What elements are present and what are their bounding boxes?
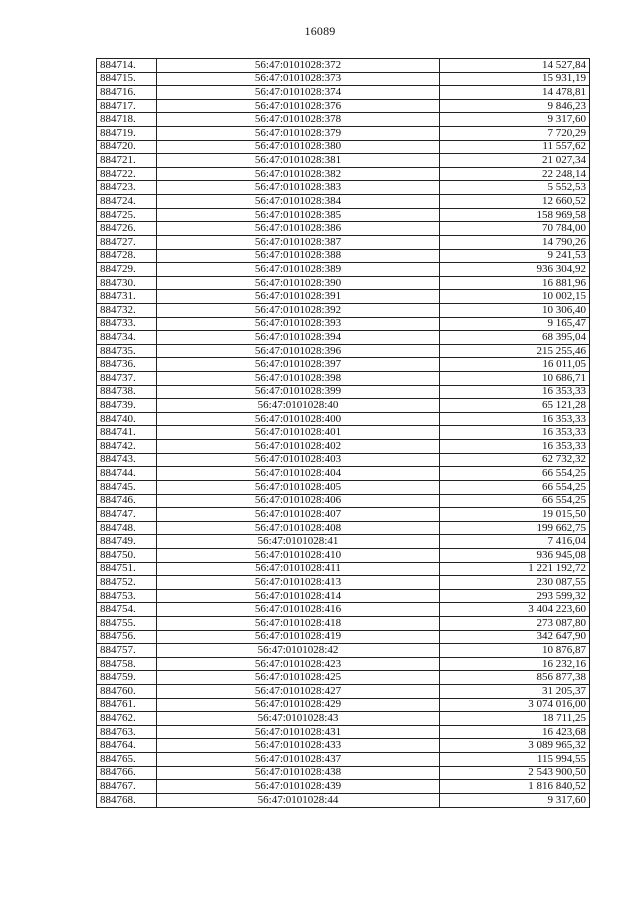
table-row	[97, 222, 590, 236]
row-number-cell: 884756.	[97, 630, 157, 644]
cadastral-number-cell: 56:47:0101028:382	[157, 167, 440, 181]
table-row	[97, 576, 590, 590]
value-cell: 3 404 223,60	[440, 603, 590, 617]
value-cell: 10 876,87	[440, 644, 590, 658]
row-number-cell: 884740.	[97, 412, 157, 426]
registry-table	[96, 58, 590, 808]
table-row	[97, 290, 590, 304]
cadastral-number-cell: 56:47:0101028:406	[157, 494, 440, 508]
table-row	[97, 59, 590, 73]
row-number-cell: 884734.	[97, 331, 157, 345]
row-number-cell: 884754.	[97, 603, 157, 617]
table-row	[97, 739, 590, 753]
row-number-cell: 884717.	[97, 99, 157, 113]
table-row	[97, 616, 590, 630]
table-row	[97, 358, 590, 372]
value-cell: 16 353,33	[440, 440, 590, 454]
cadastral-number-cell: 56:47:0101028:373	[157, 72, 440, 86]
table-row	[97, 99, 590, 113]
cadastral-number-cell: 56:47:0101028:414	[157, 589, 440, 603]
cadastral-number-cell: 56:47:0101028:374	[157, 86, 440, 100]
cadastral-number-cell: 56:47:0101028:390	[157, 276, 440, 290]
row-number-cell: 884729.	[97, 263, 157, 277]
cadastral-number-cell: 56:47:0101028:425	[157, 671, 440, 685]
value-cell: 9 165,47	[440, 317, 590, 331]
cadastral-number-cell: 56:47:0101028:383	[157, 181, 440, 195]
cadastral-number-cell: 56:47:0101028:408	[157, 521, 440, 535]
table-row	[97, 303, 590, 317]
row-number-cell: 884759.	[97, 671, 157, 685]
row-number-cell: 884755.	[97, 616, 157, 630]
table-row	[97, 494, 590, 508]
cadastral-number-cell: 56:47:0101028:403	[157, 453, 440, 467]
row-number-cell: 884735.	[97, 344, 157, 358]
row-number-cell: 884721.	[97, 154, 157, 168]
value-cell: 230 087,55	[440, 576, 590, 590]
table-row	[97, 140, 590, 154]
table-row	[97, 86, 590, 100]
value-cell: 66 554,25	[440, 467, 590, 481]
cadastral-number-cell: 56:47:0101028:431	[157, 725, 440, 739]
table-row	[97, 453, 590, 467]
row-number-cell: 884738.	[97, 385, 157, 399]
cadastral-number-cell: 56:47:0101028:42	[157, 644, 440, 658]
cadastral-number-cell: 56:47:0101028:438	[157, 766, 440, 780]
row-number-cell: 884737.	[97, 372, 157, 386]
cadastral-number-cell: 56:47:0101028:402	[157, 440, 440, 454]
value-cell: 10 686,71	[440, 372, 590, 386]
row-number-cell: 884722.	[97, 167, 157, 181]
cadastral-number-cell: 56:47:0101028:388	[157, 249, 440, 263]
value-cell: 65 121,28	[440, 399, 590, 413]
table-row	[97, 535, 590, 549]
row-number-cell: 884743.	[97, 453, 157, 467]
value-cell: 1 816 840,52	[440, 780, 590, 794]
table-row	[97, 685, 590, 699]
value-cell: 16 011,05	[440, 358, 590, 372]
row-number-cell: 884719.	[97, 127, 157, 141]
table-row	[97, 399, 590, 413]
table-row	[97, 698, 590, 712]
row-number-cell: 884731.	[97, 290, 157, 304]
value-cell: 16 232,16	[440, 657, 590, 671]
table-row	[97, 154, 590, 168]
value-cell: 7 416,04	[440, 535, 590, 549]
row-number-cell: 884768.	[97, 793, 157, 807]
cadastral-number-cell: 56:47:0101028:43	[157, 712, 440, 726]
value-cell: 293 599,32	[440, 589, 590, 603]
cadastral-number-cell: 56:47:0101028:386	[157, 222, 440, 236]
cadastral-number-cell: 56:47:0101028:407	[157, 508, 440, 522]
table-row	[97, 712, 590, 726]
row-number-cell: 884741.	[97, 426, 157, 440]
row-number-cell: 884757.	[97, 644, 157, 658]
cadastral-number-cell: 56:47:0101028:413	[157, 576, 440, 590]
value-cell: 936 945,08	[440, 548, 590, 562]
value-cell: 10 002,15	[440, 290, 590, 304]
row-number-cell: 884723.	[97, 181, 157, 195]
table-row	[97, 167, 590, 181]
row-number-cell: 884760.	[97, 685, 157, 699]
cadastral-number-cell: 56:47:0101028:387	[157, 235, 440, 249]
row-number-cell: 884733.	[97, 317, 157, 331]
row-number-cell: 884736.	[97, 358, 157, 372]
cadastral-number-cell: 56:47:0101028:433	[157, 739, 440, 753]
cadastral-number-cell: 56:47:0101028:437	[157, 753, 440, 767]
value-cell: 16 881,96	[440, 276, 590, 290]
table-row	[97, 263, 590, 277]
value-cell: 9 317,60	[440, 793, 590, 807]
value-cell: 273 087,80	[440, 616, 590, 630]
table-row	[97, 372, 590, 386]
table-row	[97, 276, 590, 290]
value-cell: 115 994,55	[440, 753, 590, 767]
row-number-cell: 884748.	[97, 521, 157, 535]
cadastral-number-cell: 56:47:0101028:404	[157, 467, 440, 481]
cadastral-number-cell: 56:47:0101028:411	[157, 562, 440, 576]
table-row	[97, 181, 590, 195]
table-row	[97, 603, 590, 617]
row-number-cell: 884763.	[97, 725, 157, 739]
table-row	[97, 412, 590, 426]
table-row	[97, 317, 590, 331]
value-cell: 158 969,58	[440, 208, 590, 222]
table-row	[97, 630, 590, 644]
value-cell: 856 877,38	[440, 671, 590, 685]
cadastral-number-cell: 56:47:0101028:399	[157, 385, 440, 399]
value-cell: 19 015,50	[440, 508, 590, 522]
row-number-cell: 884752.	[97, 576, 157, 590]
value-cell: 2 543 900,50	[440, 766, 590, 780]
row-number-cell: 884715.	[97, 72, 157, 86]
row-number-cell: 884749.	[97, 535, 157, 549]
row-number-cell: 884732.	[97, 303, 157, 317]
table-row	[97, 793, 590, 807]
table-row	[97, 127, 590, 141]
row-number-cell: 884751.	[97, 562, 157, 576]
value-cell: 21 027,34	[440, 154, 590, 168]
cadastral-number-cell: 56:47:0101028:384	[157, 195, 440, 209]
value-cell: 9 846,23	[440, 99, 590, 113]
row-number-cell: 884747.	[97, 508, 157, 522]
cadastral-number-cell: 56:47:0101028:405	[157, 480, 440, 494]
row-number-cell: 884716.	[97, 86, 157, 100]
row-number-cell: 884745.	[97, 480, 157, 494]
table-row	[97, 521, 590, 535]
row-number-cell: 884742.	[97, 440, 157, 454]
value-cell: 14 527,84	[440, 59, 590, 73]
value-cell: 16 353,33	[440, 426, 590, 440]
table-row	[97, 385, 590, 399]
table-row	[97, 508, 590, 522]
value-cell: 5 552,53	[440, 181, 590, 195]
cadastral-number-cell: 56:47:0101028:427	[157, 685, 440, 699]
cadastral-number-cell: 56:47:0101028:385	[157, 208, 440, 222]
value-cell: 10 306,40	[440, 303, 590, 317]
cadastral-number-cell: 56:47:0101028:41	[157, 535, 440, 549]
row-number-cell: 884724.	[97, 195, 157, 209]
value-cell: 12 660,52	[440, 195, 590, 209]
value-cell: 16 353,33	[440, 412, 590, 426]
cadastral-number-cell: 56:47:0101028:394	[157, 331, 440, 345]
row-number-cell: 884730.	[97, 276, 157, 290]
table-row	[97, 195, 590, 209]
value-cell: 14 790,26	[440, 235, 590, 249]
row-number-cell: 884767.	[97, 780, 157, 794]
row-number-cell: 884728.	[97, 249, 157, 263]
cadastral-number-cell: 56:47:0101028:396	[157, 344, 440, 358]
value-cell: 342 647,90	[440, 630, 590, 644]
value-cell: 18 711,25	[440, 712, 590, 726]
cadastral-number-cell: 56:47:0101028:419	[157, 630, 440, 644]
value-cell: 215 255,46	[440, 344, 590, 358]
cadastral-number-cell: 56:47:0101028:44	[157, 793, 440, 807]
row-number-cell: 884750.	[97, 548, 157, 562]
row-number-cell: 884739.	[97, 399, 157, 413]
value-cell: 9 241,53	[440, 249, 590, 263]
value-cell: 15 931,19	[440, 72, 590, 86]
table-row	[97, 644, 590, 658]
cadastral-number-cell: 56:47:0101028:423	[157, 657, 440, 671]
table-row	[97, 589, 590, 603]
table-row	[97, 753, 590, 767]
value-cell: 68 395,04	[440, 331, 590, 345]
table-row	[97, 440, 590, 454]
value-cell: 3 074 016,00	[440, 698, 590, 712]
row-number-cell: 884762.	[97, 712, 157, 726]
table-row	[97, 426, 590, 440]
value-cell: 70 784,00	[440, 222, 590, 236]
value-cell: 16 423,68	[440, 725, 590, 739]
value-cell: 16 353,33	[440, 385, 590, 399]
row-number-cell: 884746.	[97, 494, 157, 508]
value-cell: 11 557,62	[440, 140, 590, 154]
value-cell: 66 554,25	[440, 494, 590, 508]
cadastral-number-cell: 56:47:0101028:401	[157, 426, 440, 440]
table-row	[97, 657, 590, 671]
table-row	[97, 113, 590, 127]
value-cell: 14 478,81	[440, 86, 590, 100]
row-number-cell: 884753.	[97, 589, 157, 603]
value-cell: 9 317,60	[440, 113, 590, 127]
cadastral-number-cell: 56:47:0101028:392	[157, 303, 440, 317]
table-row	[97, 780, 590, 794]
row-number-cell: 884765.	[97, 753, 157, 767]
cadastral-number-cell: 56:47:0101028:418	[157, 616, 440, 630]
value-cell: 1 221 192,72	[440, 562, 590, 576]
row-number-cell: 884744.	[97, 467, 157, 481]
value-cell: 7 720,29	[440, 127, 590, 141]
table-row	[97, 208, 590, 222]
row-number-cell: 884714.	[97, 59, 157, 73]
cadastral-number-cell: 56:47:0101028:372	[157, 59, 440, 73]
cadastral-number-cell: 56:47:0101028:397	[157, 358, 440, 372]
value-cell: 66 554,25	[440, 480, 590, 494]
row-number-cell: 884718.	[97, 113, 157, 127]
table-row	[97, 725, 590, 739]
row-number-cell: 884726.	[97, 222, 157, 236]
cadastral-number-cell: 56:47:0101028:416	[157, 603, 440, 617]
table-row	[97, 467, 590, 481]
value-cell: 22 248,14	[440, 167, 590, 181]
table-row	[97, 72, 590, 86]
table-row	[97, 344, 590, 358]
cadastral-number-cell: 56:47:0101028:40	[157, 399, 440, 413]
cadastral-number-cell: 56:47:0101028:379	[157, 127, 440, 141]
row-number-cell: 884761.	[97, 698, 157, 712]
row-number-cell: 884764.	[97, 739, 157, 753]
table-row	[97, 548, 590, 562]
row-number-cell: 884727.	[97, 235, 157, 249]
row-number-cell: 884725.	[97, 208, 157, 222]
cadastral-number-cell: 56:47:0101028:378	[157, 113, 440, 127]
value-cell: 62 732,32	[440, 453, 590, 467]
cadastral-number-cell: 56:47:0101028:400	[157, 412, 440, 426]
cadastral-number-cell: 56:47:0101028:410	[157, 548, 440, 562]
table-row	[97, 235, 590, 249]
table-row	[97, 766, 590, 780]
cadastral-number-cell: 56:47:0101028:439	[157, 780, 440, 794]
cadastral-number-cell: 56:47:0101028:393	[157, 317, 440, 331]
table-row	[97, 480, 590, 494]
page-number: 16089	[304, 24, 336, 38]
row-number-cell: 884758.	[97, 657, 157, 671]
row-number-cell: 884766.	[97, 766, 157, 780]
cadastral-number-cell: 56:47:0101028:429	[157, 698, 440, 712]
table-row	[97, 671, 590, 685]
table-row	[97, 249, 590, 263]
table-row	[97, 562, 590, 576]
cadastral-number-cell: 56:47:0101028:380	[157, 140, 440, 154]
value-cell: 31 205,37	[440, 685, 590, 699]
row-number-cell: 884720.	[97, 140, 157, 154]
cadastral-number-cell: 56:47:0101028:376	[157, 99, 440, 113]
cadastral-number-cell: 56:47:0101028:381	[157, 154, 440, 168]
value-cell: 199 662,75	[440, 521, 590, 535]
cadastral-number-cell: 56:47:0101028:389	[157, 263, 440, 277]
value-cell: 3 089 965,32	[440, 739, 590, 753]
registry-table-body	[97, 59, 590, 808]
value-cell: 936 304,92	[440, 263, 590, 277]
cadastral-number-cell: 56:47:0101028:398	[157, 372, 440, 386]
table-row	[97, 331, 590, 345]
cadastral-number-cell: 56:47:0101028:391	[157, 290, 440, 304]
